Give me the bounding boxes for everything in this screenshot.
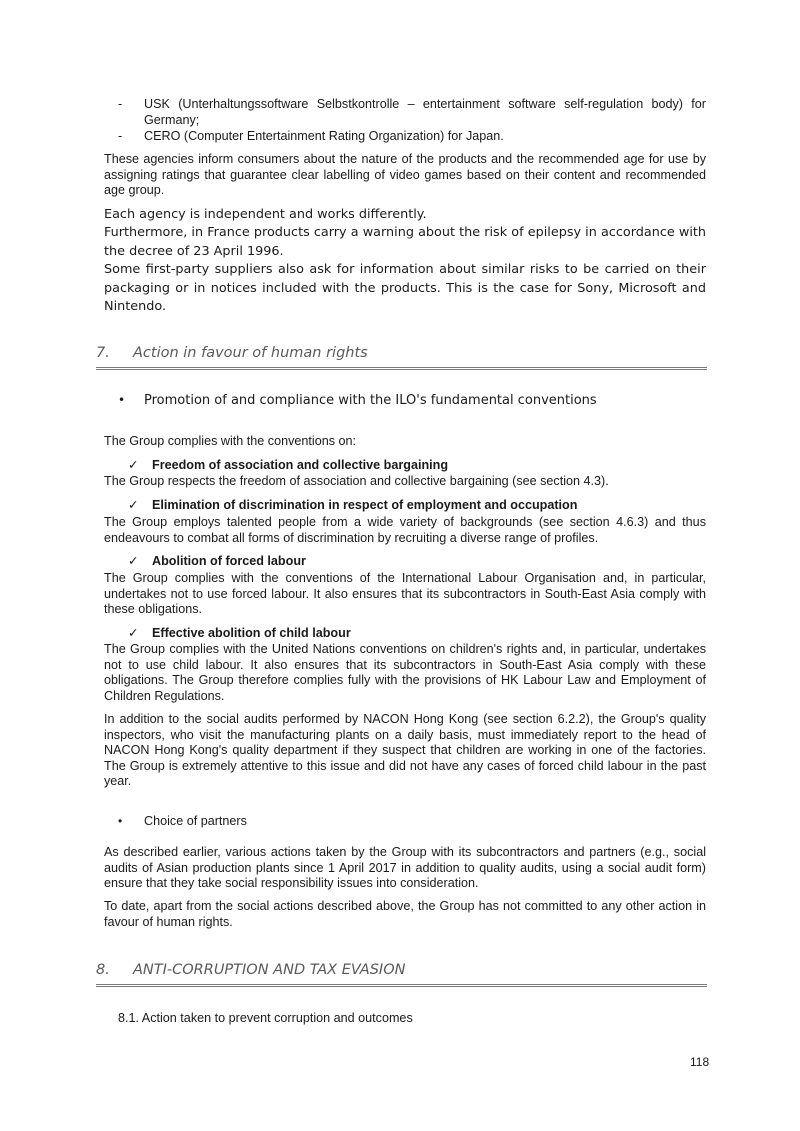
check-heading-text: Elimination of discrimination in respect of employment and occupation bbox=[152, 498, 578, 512]
child-labour-paragraph: The Group complies with the United Nations conventions on children's rights and, in particular, undertakes not to use child labour. It also ensures that its subcontractors in South-East Asia comply with these obligations. The Group therefore complies fully with the provisions of HK Labour Law and Employment of Children Regulations. bbox=[104, 642, 706, 703]
checkmark-icon: ✓ bbox=[128, 554, 139, 568]
check-heading-text: Abolition of forced labour bbox=[152, 554, 306, 568]
check-heading-discrimination bbox=[128, 498, 577, 514]
subsection-8-1-heading: 8.1. Action taken to prevent corruption and outcomes bbox=[118, 1011, 413, 1025]
partners-paragraph: As described earlier, various actions taken by the Group with its subcontractors and partners (e.g., social audits of Asian production plants since 1 April 2017 in addition to quality audits, using a social audit form) ensure that they take social responsibility issues into consideration. bbox=[104, 845, 706, 891]
independent-line: Each agency is independent and works differently. bbox=[104, 207, 427, 222]
checkmark-icon: ✓ bbox=[128, 498, 139, 512]
audits-paragraph: In addition to the social audits performed by NACON Hong Kong (see section 6.2.2), the Group's quality inspectors, who visit the manufacturing plants on a daily basis, must immediately report to the head of NACON Hong Kong's quality department if they suspect that children are working in one of the factories. The Group is extremely attentive to this issue and did not have any cases of forced child labour in the past year. bbox=[104, 712, 706, 789]
suppliers-line: Some first-party suppliers also ask for information about similar risks to be carried on their packaging or in notices included with the products. This is the case for Sony, Microsoft and Nintendo. bbox=[104, 262, 706, 315]
section-title: Action in favour of human rights bbox=[133, 345, 368, 361]
bullet-icon: • bbox=[118, 393, 126, 407]
section-8-heading bbox=[96, 962, 707, 987]
agencies-paragraph: These agencies inform consumers about the nature of the products and the recommended age for use by assigning ratings that guarantee clear labelling of video games based on their content and recommended age group. bbox=[104, 152, 706, 198]
dash-marker: - bbox=[118, 129, 123, 143]
page-number: 118 bbox=[690, 1055, 710, 1069]
list-item-cero bbox=[118, 129, 706, 145]
section-7-heading bbox=[96, 345, 707, 370]
conventions-intro: The Group complies with the conventions on: bbox=[104, 434, 357, 448]
checkmark-icon: ✓ bbox=[128, 458, 139, 472]
independent-paragraph bbox=[104, 206, 706, 316]
check-heading-forced-labour bbox=[128, 554, 306, 570]
bullet-text: Choice of partners bbox=[144, 814, 247, 828]
check-heading-text: Effective abolition of child labour bbox=[152, 626, 351, 640]
dash-marker: - bbox=[118, 97, 123, 111]
discrimination-paragraph: The Group employs talented people from a wide variety of backgrounds (see section 4.6.3) and thus endeavours to combat all forms of discrimination by recruiting a diverse range of profiles. bbox=[104, 515, 706, 545]
list-item-text: USK (Unterhaltungssoftware Selbstkontrolle – entertainment software self-regulation body) for Germany; bbox=[144, 97, 706, 127]
bullet-icon: • bbox=[118, 814, 123, 828]
forced-labour-paragraph: The Group complies with the conventions of the International Labour Organisation and, in particular, undertakes not to use forced labour. It also ensures that its subcontractors in South-East Asia comply with these obligations. bbox=[104, 571, 706, 617]
check-heading-association bbox=[128, 458, 448, 474]
checkmark-icon: ✓ bbox=[128, 626, 139, 640]
list-item-text: CERO (Computer Entertainment Rating Organization) for Japan. bbox=[144, 129, 504, 143]
section-number: 7. bbox=[96, 345, 110, 361]
to-date-paragraph: To date, apart from the social actions described above, the Group has not committed to any other action in favour of human rights. bbox=[104, 899, 706, 929]
association-paragraph: The Group respects the freedom of association and collective bargaining (see section 4.3). bbox=[104, 474, 609, 488]
check-heading-text: Freedom of association and collective bargaining bbox=[152, 458, 449, 472]
check-heading-child-labour bbox=[128, 626, 351, 642]
section-title: ANTI-CORRUPTION AND TAX EVASION bbox=[133, 962, 406, 978]
section-number: 8. bbox=[96, 962, 110, 978]
epilepsy-line: Furthermore, in France products carry a warning about the risk of epilepsy in accordance with the decree of 23 April 1996. bbox=[104, 225, 706, 259]
list-item-usk bbox=[118, 97, 706, 128]
bullet-text: Promotion of and compliance with the ILO's fundamental conventions bbox=[144, 393, 597, 408]
